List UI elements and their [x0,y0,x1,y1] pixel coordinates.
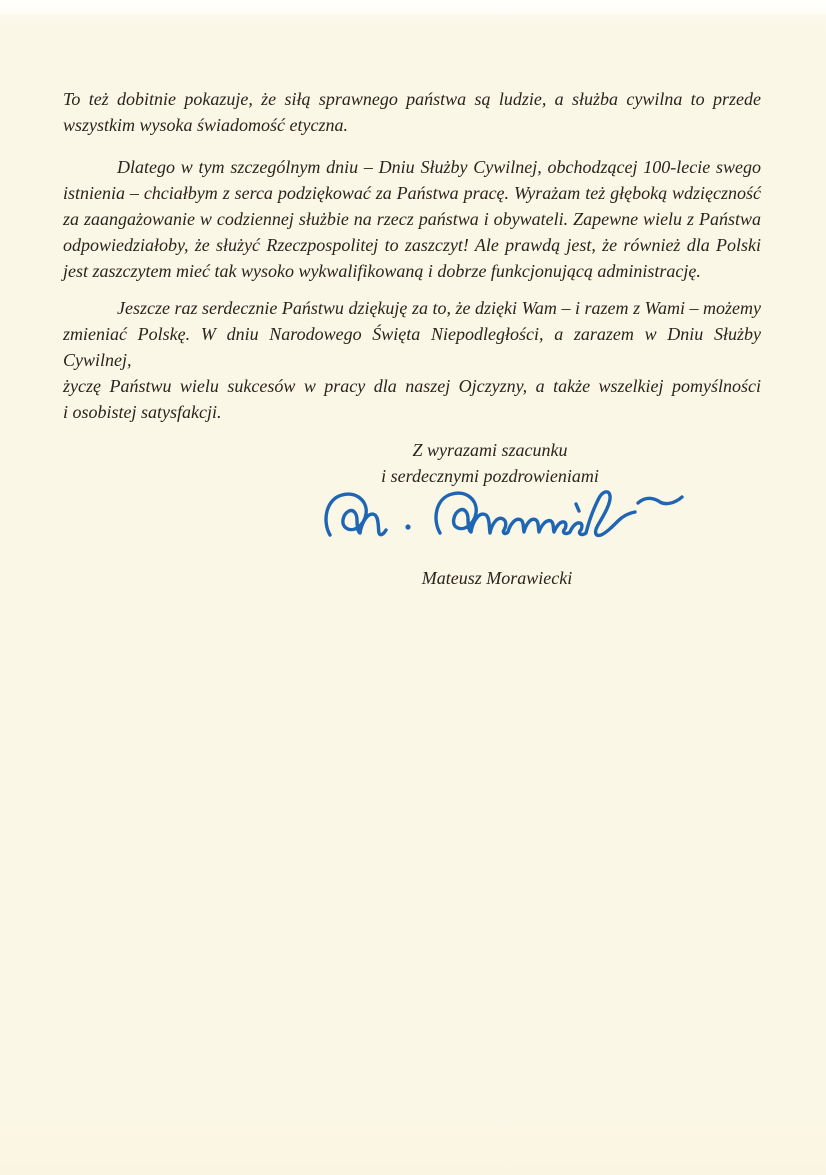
letter-paragraph-3 [63,295,761,425]
letter-line: wszystkim wysoka świadomość etyczna. [63,115,348,135]
closing-line-2: i serdecznymi pozdrowieniami [381,466,599,486]
letter-line: istnienia – chciałbym z serca podziękować za Państwa pracę. Wyrażam też głęboką wdzięczność [63,183,761,203]
letter-line: za zaangażowanie w codziennej służbie na rzecz państwa i obywateli. Zapewne wielu z Państwa [63,209,761,229]
letter-line: i osobistej satysfakcji. [63,402,222,422]
closing-block [340,437,640,489]
closing-line-1: Z wyrazami szacunku [412,440,568,460]
handwritten-signature [308,483,698,568]
letter-line: Dlatego w tym szczególnym dniu – Dniu Służby Cywilnej, obchodzącej 100-lecie swego [117,157,761,177]
letter-line: życzę Państwu wielu sukcesów w pracy dla naszej Ojczyzny, a także wszelkiej pomyślności [63,376,761,396]
letter-body [63,86,761,425]
letter-line: To też dobitnie pokazuje, że siłą sprawnego państwa są ludzie, a służba cywilna to przede [63,89,761,109]
letter-line: zmieniać Polskę. W dniu Narodowego Święta Niepodległości, a zarazem w Dniu Służby Cywilnej, [63,324,761,370]
letter-paragraph-2 [63,154,761,284]
signer-name: Mateusz Morawiecki [421,568,573,588]
letter-line: odpowiedziałoby, że służyć Rzeczpospolitej to zaszczyt! Ale prawdą jest, że również dla Polski [63,235,761,255]
letter-paragraph-1 [63,86,761,138]
signature-stroke-group [326,492,682,536]
signature-ink-strokes [308,483,698,568]
letter-line: jest zaszczytem mieć tak wysoko wykwalifikowaną i dobrze funkcjonującą administrację. [63,261,701,281]
letter-line: Jeszcze raz serdecznie Państwu dziękuję za to, że dzięki Wam – i razem z Wami – możemy [117,298,761,318]
